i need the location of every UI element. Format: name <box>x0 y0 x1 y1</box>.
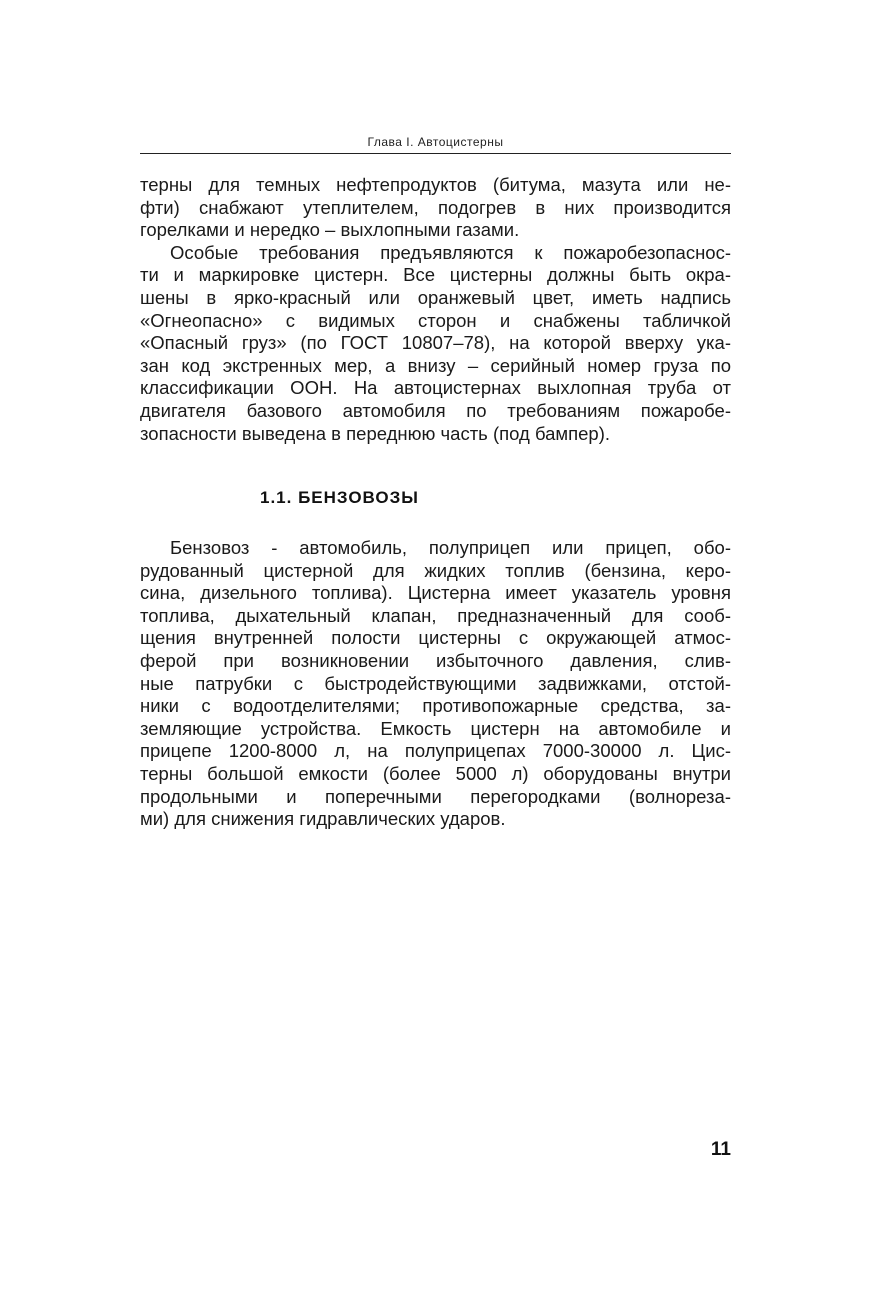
text-line: продольными и поперечными перегородками (волнореза- <box>140 785 731 807</box>
text-line: зопасности выведена в переднюю часть (под бампер). <box>140 422 611 444</box>
text-line: ферой при возникновении избыточного давления, слив- <box>140 649 731 671</box>
text-line: фти) снабжают утеплителем, подогрев в них производится <box>140 196 731 218</box>
text-line: «Опасный груз» (по ГОСТ 10807–78), на которой вверху ука- <box>140 332 731 354</box>
text-line: Особые требования предъявляются к пожаробезопаснос- <box>170 241 731 263</box>
text-line: ники с водоотделителями; противопожарные средства, за- <box>140 695 731 717</box>
text-line: рудованный цистерной для жидких топлив (бензина, керо- <box>140 559 731 581</box>
text-line: щения внутренней полости цистерны с окружающей атмос- <box>140 627 731 649</box>
text-line: классификации ООН. На автоцистернах выхлопная труба от <box>140 377 731 399</box>
running-header: Глава I. Автоцистерны <box>367 135 504 149</box>
text-line: горелками и нередко – выхлопными газами. <box>140 219 520 241</box>
text-line: ные патрубки с быстродействующими задвижками, отстой- <box>140 672 731 694</box>
text-line: двигателя базового автомобиля по требованиям пожаробе- <box>140 399 731 421</box>
header-rule <box>140 153 731 154</box>
text-line: ми) для снижения гидравлических ударов. <box>140 808 506 830</box>
text-line: Бензовоз - автомобиль, полуприцеп или прицеп, обо- <box>170 537 731 558</box>
text-line: шены в ярко-красный или оранжевый цвет, иметь надпись <box>140 286 731 308</box>
section-heading: 1.1. БЕНЗОВОЗЫ <box>260 488 419 507</box>
text-line: сина, дизельного топлива). Цистерна имеет указатель уровня <box>140 582 731 604</box>
body-text-section <box>140 537 731 831</box>
text-line: терны большой емкости (более 5000 л) оборудованы внутри <box>140 762 731 784</box>
body-text-top <box>140 174 731 445</box>
page-number: 11 <box>710 1139 731 1160</box>
text-line: топлива, дыхательный клапан, предназначенный для сооб- <box>140 604 731 626</box>
text-line: терны для темных нефтепродуктов (битума, мазута или не- <box>140 174 731 195</box>
text-line: прицепе 1200-8000 л, на полуприцепах 7000-30000 л. Цис- <box>140 740 731 762</box>
text-line: ти и маркировке цистерн. Все цистерны должны быть окра- <box>140 264 731 286</box>
text-line: зан код экстренных мер, а внизу – серийный номер груза по <box>140 354 731 376</box>
text-line: земляющие устройства. Емкость цистерн на автомобиле и <box>140 717 731 739</box>
text-line: «Огнеопасно» с видимых сторон и снабжены табличкой <box>140 309 731 331</box>
